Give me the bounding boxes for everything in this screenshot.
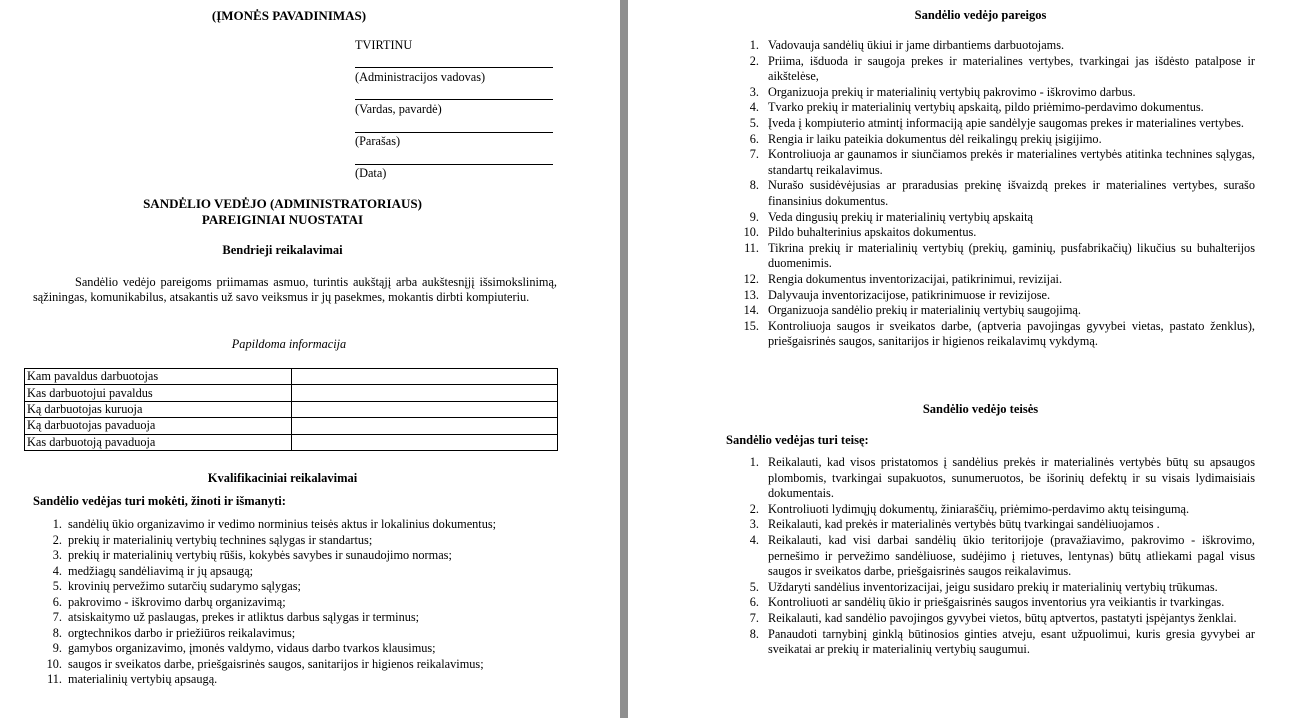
- info-value-cell: [292, 385, 558, 401]
- list-item-number: 6.: [749, 595, 759, 610]
- list-item-text: Panaudoti tarnybinį ginklą būtinosios ginties atveju, esant užpuolimui, kuris gresia gyvybei ar sveikatai ar prekių ir materialinių vertybių saugumui.: [768, 626, 1255, 657]
- info-value-cell: [292, 434, 558, 450]
- list-item: [746, 178, 1255, 209]
- list-item: [746, 517, 1255, 533]
- list-item: [746, 85, 1255, 101]
- list-item-number: 8.: [52, 625, 62, 640]
- list-item-number: 4.: [749, 100, 759, 115]
- rights-list: [746, 455, 1255, 658]
- info-label-cell: Kas darbuotojui pavaldus: [25, 385, 292, 401]
- list-item: [24, 595, 544, 611]
- list-item: [24, 517, 544, 533]
- info-value-cell: [292, 418, 558, 434]
- additional-info-table: [24, 368, 558, 451]
- list-item-text: Kontroliuoja ar gaunamos ir siunčiamos prekės ir materialines vertybės atitinka technines sąlygas, standartų reikalavimus.: [768, 147, 1255, 177]
- list-item-number: 12.: [743, 271, 759, 286]
- list-item-text: Kontroliuoti lydimųjų dokumentų, žiniaraščių, priėmimo-perdavimo aktų teisingumą.: [768, 501, 1190, 516]
- list-item: [746, 210, 1255, 226]
- table-row: [25, 434, 558, 450]
- list-item-number: 10.: [743, 225, 759, 240]
- list-item: [24, 657, 544, 673]
- info-label-cell: Kam pavaldus darbuotojas: [25, 369, 292, 385]
- list-item-text: medžiagų sandėliavimą ir jų apsaugą;: [68, 563, 254, 578]
- list-item-text: Rengia ir laiku pateikia dokumentus dėl reikalingų prekių įsigijimo.: [768, 131, 1102, 146]
- list-item-text: Tvarko prekių ir materialinių vertybių apskaitą, pildo priėmimo-perdavimo dokumentus.: [768, 100, 1204, 115]
- document-title-line1: SANDĖLIO VEDĖJO (ADMINISTRATORIAUS): [143, 196, 422, 211]
- list-item-number: 4.: [52, 563, 62, 578]
- list-item: [24, 626, 544, 642]
- list-item: [24, 533, 544, 549]
- list-item-text: pakrovimo - iškrovimo darbų organizavimą;: [68, 594, 286, 609]
- list-item-number: 3.: [749, 84, 759, 99]
- list-item-text: Organizuoja sandėlio prekių ir materialinių vertybių saugojimą.: [768, 303, 1081, 318]
- table-row: [25, 418, 558, 434]
- table-row: [25, 385, 558, 401]
- list-item-number: 10.: [46, 656, 62, 671]
- list-item-text: Tikrina prekių ir materialinių vertybių (prekių, gaminių, pusfabrikačių) likučius su buhalterijos duomenimis.: [768, 240, 1255, 271]
- list-item: [743, 318, 1255, 350]
- list-item-text: orgtechnikos darbo ir priežiūros reikalavimus;: [68, 625, 296, 640]
- list-item-number: 3.: [52, 548, 62, 562]
- approve-line: [355, 99, 553, 100]
- name-surname-field: (Vardas, pavardė): [355, 102, 442, 116]
- duties-heading: Sandėlio vedėjo pareigos: [914, 8, 1047, 22]
- qualification-heading: Kvalifikaciniai reikalavimai: [207, 471, 358, 485]
- left-page: [0, 0, 620, 718]
- must-know-subheading: Sandėlio vedėjas turi mokėti, žinoti ir išmanyti:: [33, 494, 286, 508]
- list-item: [24, 579, 544, 595]
- list-item: [746, 132, 1255, 148]
- list-item-text: Priima, išduoda ir saugoja prekes ir materialines vertybes, tvarkingai jas išdėsto patalpose ir aikštelėse,: [768, 53, 1255, 84]
- list-item-number: 1.: [749, 455, 759, 469]
- list-item: [746, 627, 1255, 658]
- list-item-text: Kontroliuoja saugos ir sveikatos darbe, (aptveria pavojingas gyvybei vietas, pastato ženklus), priešgaisrinės saugos, sanitarijos ir higienos reikalavimų vykdymą.: [768, 318, 1255, 349]
- list-item-number: 8.: [749, 178, 759, 193]
- approve-line: [355, 132, 553, 133]
- list-item: [24, 548, 544, 564]
- list-item-number: 13.: [743, 287, 759, 302]
- general-requirements-text: Sandėlio vedėjo pareigoms priimamas asmuo, turintis aukštąjį arba aukštesnįjį išsimokslinimą, sąžiningas, komunikabilus, atsakantis už savo veiksmus ir jų pasekmes, mokantis dirbti kompiuteriu.: [33, 275, 557, 304]
- list-item-number: 7.: [749, 147, 759, 162]
- list-item: [743, 225, 1255, 241]
- info-label-cell: Ką darbuotojas kuruoja: [25, 401, 292, 417]
- list-item-number: 7.: [749, 610, 759, 625]
- list-item: [743, 303, 1255, 319]
- list-item-number: 2.: [749, 501, 759, 516]
- list-item: [24, 641, 544, 657]
- list-item-number: 11.: [744, 240, 759, 255]
- list-item-number: 11.: [47, 672, 62, 686]
- list-item-text: Organizuoja prekių ir materialinių vertybių pakrovimo - iškrovimo darbus.: [768, 84, 1136, 99]
- list-item-text: materialinių vertybių apsaugą.: [68, 672, 218, 686]
- list-item-number: 1.: [52, 517, 62, 531]
- list-item: [746, 147, 1255, 178]
- approve-label: TVIRTINU: [355, 38, 413, 52]
- list-item-number: 6.: [52, 594, 62, 609]
- info-value-cell: [292, 369, 558, 385]
- list-item-number: 8.: [749, 626, 759, 641]
- list-item: [746, 116, 1255, 132]
- list-item: [24, 610, 544, 626]
- info-label-cell: Kas darbuotoją pavaduoja: [25, 434, 292, 450]
- list-item-number: 5.: [749, 579, 759, 594]
- right-page: [628, 0, 1293, 718]
- list-item-number: 9.: [749, 209, 759, 224]
- list-item: [746, 100, 1255, 116]
- list-item: [746, 580, 1255, 596]
- list-item: [746, 533, 1255, 580]
- list-item-text: Reikalauti, kad visos pristatomos į sandėlius prekės ir materialinės vertybės būtų su apsaugos plombomis, tvarkingai supakuotos, sunumeruotos, be išorinių defektų ir su visais lydimaisiais dokumentais.: [768, 455, 1255, 501]
- list-item: [746, 241, 1255, 272]
- list-item: [746, 595, 1255, 611]
- list-item-text: Uždaryti sandėlius inventorizacijai, jeigu susidaro prekių ir materialinių vertybių trūkumas.: [768, 579, 1218, 594]
- list-item: [746, 502, 1255, 518]
- has-right-subheading: Sandėlio vedėjas turi teisę:: [726, 433, 869, 447]
- list-item-text: atsiskaitymo už paslaugas, prekes ir atliktus darbus sąlygas ir terminus;: [68, 610, 420, 624]
- list-item: [24, 564, 544, 580]
- general-requirements-heading: Bendrieji reikalavimai: [222, 243, 343, 257]
- list-item-number: 6.: [749, 131, 759, 146]
- list-item-text: Įveda į kompiuterio atmintį informaciją apie sandėlyje saugomas prekes ir materialines vertybes.: [768, 115, 1245, 130]
- list-item-text: Nurašo susidėvėjusias ar praradusias prekinę išvaizdą prekes ir materialines vertybes, surašo finansinius dokumentus.: [768, 178, 1255, 208]
- company-name-placeholder: (ĮMONĖS PAVADINIMAS): [211, 8, 367, 23]
- date-field: (Data): [355, 166, 387, 180]
- list-item: [743, 287, 1255, 304]
- list-item-number: 9.: [52, 641, 62, 655]
- list-item-number: 7.: [52, 610, 62, 624]
- list-item-text: prekių ir materialinių vertybių technines sąlygas ir standartus;: [68, 532, 373, 547]
- list-item-text: Pildo buhalterinius apskaitos dokumentus.: [768, 225, 977, 240]
- additional-info-heading: Papildoma informacija: [231, 337, 347, 351]
- approve-line: [355, 67, 553, 68]
- list-item-text: gamybos organizavimo, įmonės valdymo, vidaus darbo tvarkos klausimus;: [68, 641, 436, 655]
- list-item-number: 15.: [743, 318, 759, 333]
- list-item-text: Dalyvauja inventorizacijose, patikrinimuose ir revizijose.: [768, 287, 1051, 302]
- list-item-number: 14.: [743, 303, 759, 318]
- info-label-cell: Ką darbuotojas pavaduoja: [25, 418, 292, 434]
- document-title: [0, 196, 565, 228]
- knowledge-list: [24, 517, 544, 688]
- list-item-number: 2.: [52, 532, 62, 547]
- list-item: [746, 54, 1255, 85]
- duties-list: [743, 38, 1255, 350]
- administration-head-field: (Administracijos vadovas): [355, 70, 486, 84]
- list-item-text: Vadovauja sandėlių ūkiui ir jame dirbantiems darbuotojams.: [768, 38, 1065, 52]
- table-row: [25, 401, 558, 417]
- list-item: [746, 38, 1255, 54]
- list-item-text: krovinių pervežimo sutarčių sudarymo sąlygas;: [68, 579, 301, 593]
- list-item-text: prekių ir materialinių vertybių rūšis, kokybės savybes ir sunaudojimo normas;: [68, 548, 452, 562]
- table-row: [25, 369, 558, 385]
- list-item-text: Reikalauti, kad visi darbai sandėlių ūkio teritorijoje (pravažiavimo, pakrovimo - iškrovimo, pernešimo ir pervežimo sandėliuose, sudėjimo į rietuves, lentynas) būtų atliekami pagal visus saugos ir sveikatos darbe, priešgaisrinės saugos reikalavimus.: [768, 532, 1255, 579]
- list-item: [743, 271, 1255, 288]
- list-item-number: 2.: [749, 53, 759, 68]
- list-item: [746, 611, 1255, 627]
- list-item-text: Veda dingusių prekių ir materialinių vertybių apskaitą: [768, 209, 1033, 224]
- list-item-text: saugos ir sveikatos darbe, priešgaisrinės saugos, sanitarijos ir higienos reikalavimus;: [68, 656, 484, 671]
- signature-field: (Parašas): [355, 134, 401, 148]
- list-item: [746, 455, 1255, 502]
- list-item-text: Kontroliuoti ar sandėlių ūkio ir priešgaisrinės saugos inventorius yra veikiantis ir tvarkingas.: [768, 595, 1225, 610]
- list-item: [24, 672, 544, 688]
- page-divider: [620, 0, 628, 718]
- list-item-number: 3.: [749, 517, 759, 532]
- list-item-text: sandėlių ūkio organizavimo ir vedimo norminius teisės aktus ir lokalinius dokumentus;: [68, 517, 497, 531]
- info-value-cell: [292, 401, 558, 417]
- list-item-text: Reikalauti, kad prekės ir materialinės vertybės būtų tvarkingai sandėliuojamos .: [768, 517, 1160, 532]
- list-item-text: Reikalauti, kad sandėlio pavojingos gyvybei vietos, būtų aptvertos, pastatyti įspėjantys ženklai.: [768, 610, 1237, 625]
- list-item-number: 4.: [749, 532, 759, 547]
- document-title-line2: PAREIGINIAI NUOSTATAI: [201, 212, 364, 227]
- approve-line: [355, 164, 553, 165]
- list-item-text: Rengia dokumentus inventorizacijai, patikrinimui, revizijai.: [768, 271, 1063, 286]
- list-item-number: 5.: [52, 579, 62, 593]
- rights-heading: Sandėlio vedėjo teisės: [922, 402, 1039, 416]
- list-item-number: 1.: [749, 38, 759, 52]
- list-item-number: 5.: [749, 115, 759, 130]
